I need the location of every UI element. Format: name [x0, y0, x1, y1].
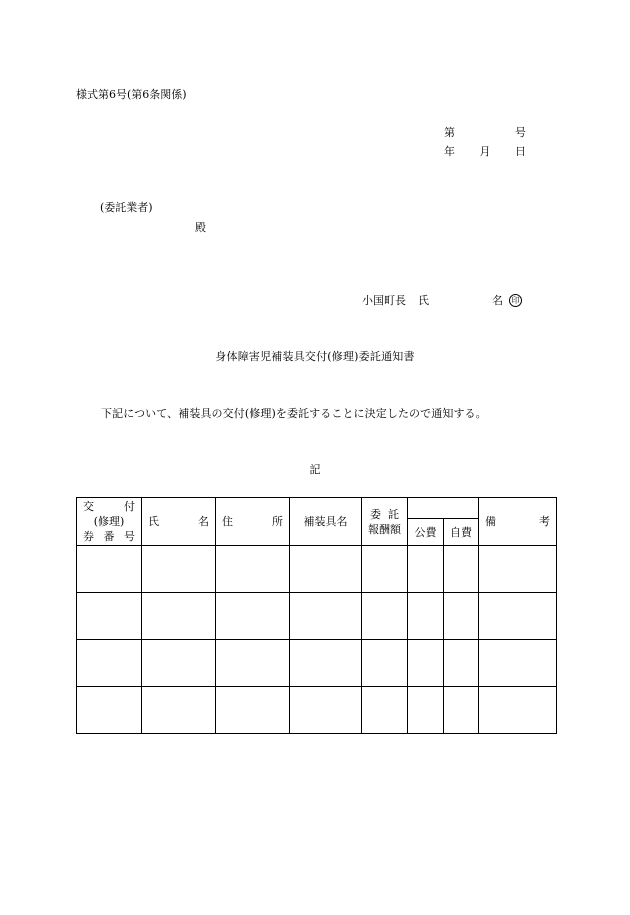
issuer-title: 小国町長 — [362, 294, 406, 307]
header-address: 住 所 — [216, 498, 290, 546]
table-cell[interactable] — [142, 593, 216, 640]
table-cell[interactable] — [362, 640, 408, 687]
header-commission-fee: 委 託 報酬額 — [362, 498, 408, 546]
header-voucher-number: 交 付 (修理) 券 番 号 — [77, 498, 142, 546]
date-line — [444, 143, 526, 159]
table-cell[interactable] — [290, 687, 362, 734]
table-cell[interactable] — [216, 687, 290, 734]
ki-heading: 記 — [309, 463, 321, 476]
table-header-row — [77, 498, 557, 519]
header-self-expense: 自費 — [444, 519, 479, 546]
header-device-name: 補装具名 — [290, 498, 362, 546]
table-cell[interactable] — [77, 640, 142, 687]
table-cell[interactable] — [77, 687, 142, 734]
table-cell[interactable] — [408, 640, 444, 687]
body-text: 下記について、補装具の交付(修理)を委託することに決定したので通知する。 — [101, 407, 487, 420]
recipient-honorific: 殿 — [195, 221, 206, 234]
table-cell[interactable] — [142, 546, 216, 593]
table-cell[interactable] — [216, 546, 290, 593]
table-cell[interactable] — [408, 546, 444, 593]
table-cell[interactable] — [362, 546, 408, 593]
table-cell[interactable] — [290, 640, 362, 687]
table-cell[interactable] — [362, 593, 408, 640]
date-year: 年 — [444, 145, 455, 158]
table-cell[interactable] — [290, 546, 362, 593]
table-cell[interactable] — [216, 593, 290, 640]
reference-go: 号 — [515, 126, 526, 139]
table-cell[interactable] — [408, 687, 444, 734]
date-month: 月 — [479, 145, 491, 158]
table-row — [77, 593, 557, 640]
document-title: 身体障害児補装具交付(修理)委託通知書 — [215, 350, 415, 363]
table-cell[interactable] — [142, 687, 216, 734]
header-public-expense: 公費 — [408, 519, 444, 546]
header-name: 氏 名 — [142, 498, 216, 546]
reference-dai: 第 — [444, 126, 455, 139]
table-cell[interactable] — [479, 593, 557, 640]
issuer-line — [362, 292, 522, 308]
commission-table — [76, 497, 557, 734]
table-cell[interactable] — [444, 593, 479, 640]
table-cell[interactable] — [290, 593, 362, 640]
recipient-label: (委託業者) — [100, 201, 153, 214]
table-cell[interactable] — [444, 546, 479, 593]
table-cell[interactable] — [444, 640, 479, 687]
form-number: 様式第6号(第6条関係) — [76, 88, 187, 101]
table-cell[interactable] — [216, 640, 290, 687]
date-day: 日 — [515, 145, 526, 158]
table-cell[interactable] — [408, 593, 444, 640]
issuer-mei: 名 — [492, 294, 503, 307]
table-cell[interactable] — [77, 546, 142, 593]
table-cell[interactable] — [362, 687, 408, 734]
header-remarks: 備 考 — [479, 498, 557, 546]
seal-mark: 印 — [509, 294, 522, 307]
table-cell[interactable] — [479, 687, 557, 734]
issuer-shi: 氏 — [418, 294, 429, 307]
header-fee-split-blank — [408, 498, 479, 519]
table-cell[interactable] — [479, 640, 557, 687]
table-row — [77, 687, 557, 734]
table-cell[interactable] — [142, 640, 216, 687]
table-row — [77, 640, 557, 687]
reference-number-line — [444, 124, 526, 140]
table-cell[interactable] — [479, 546, 557, 593]
table-cell[interactable] — [444, 687, 479, 734]
table-cell[interactable] — [77, 593, 142, 640]
table-row — [77, 546, 557, 593]
